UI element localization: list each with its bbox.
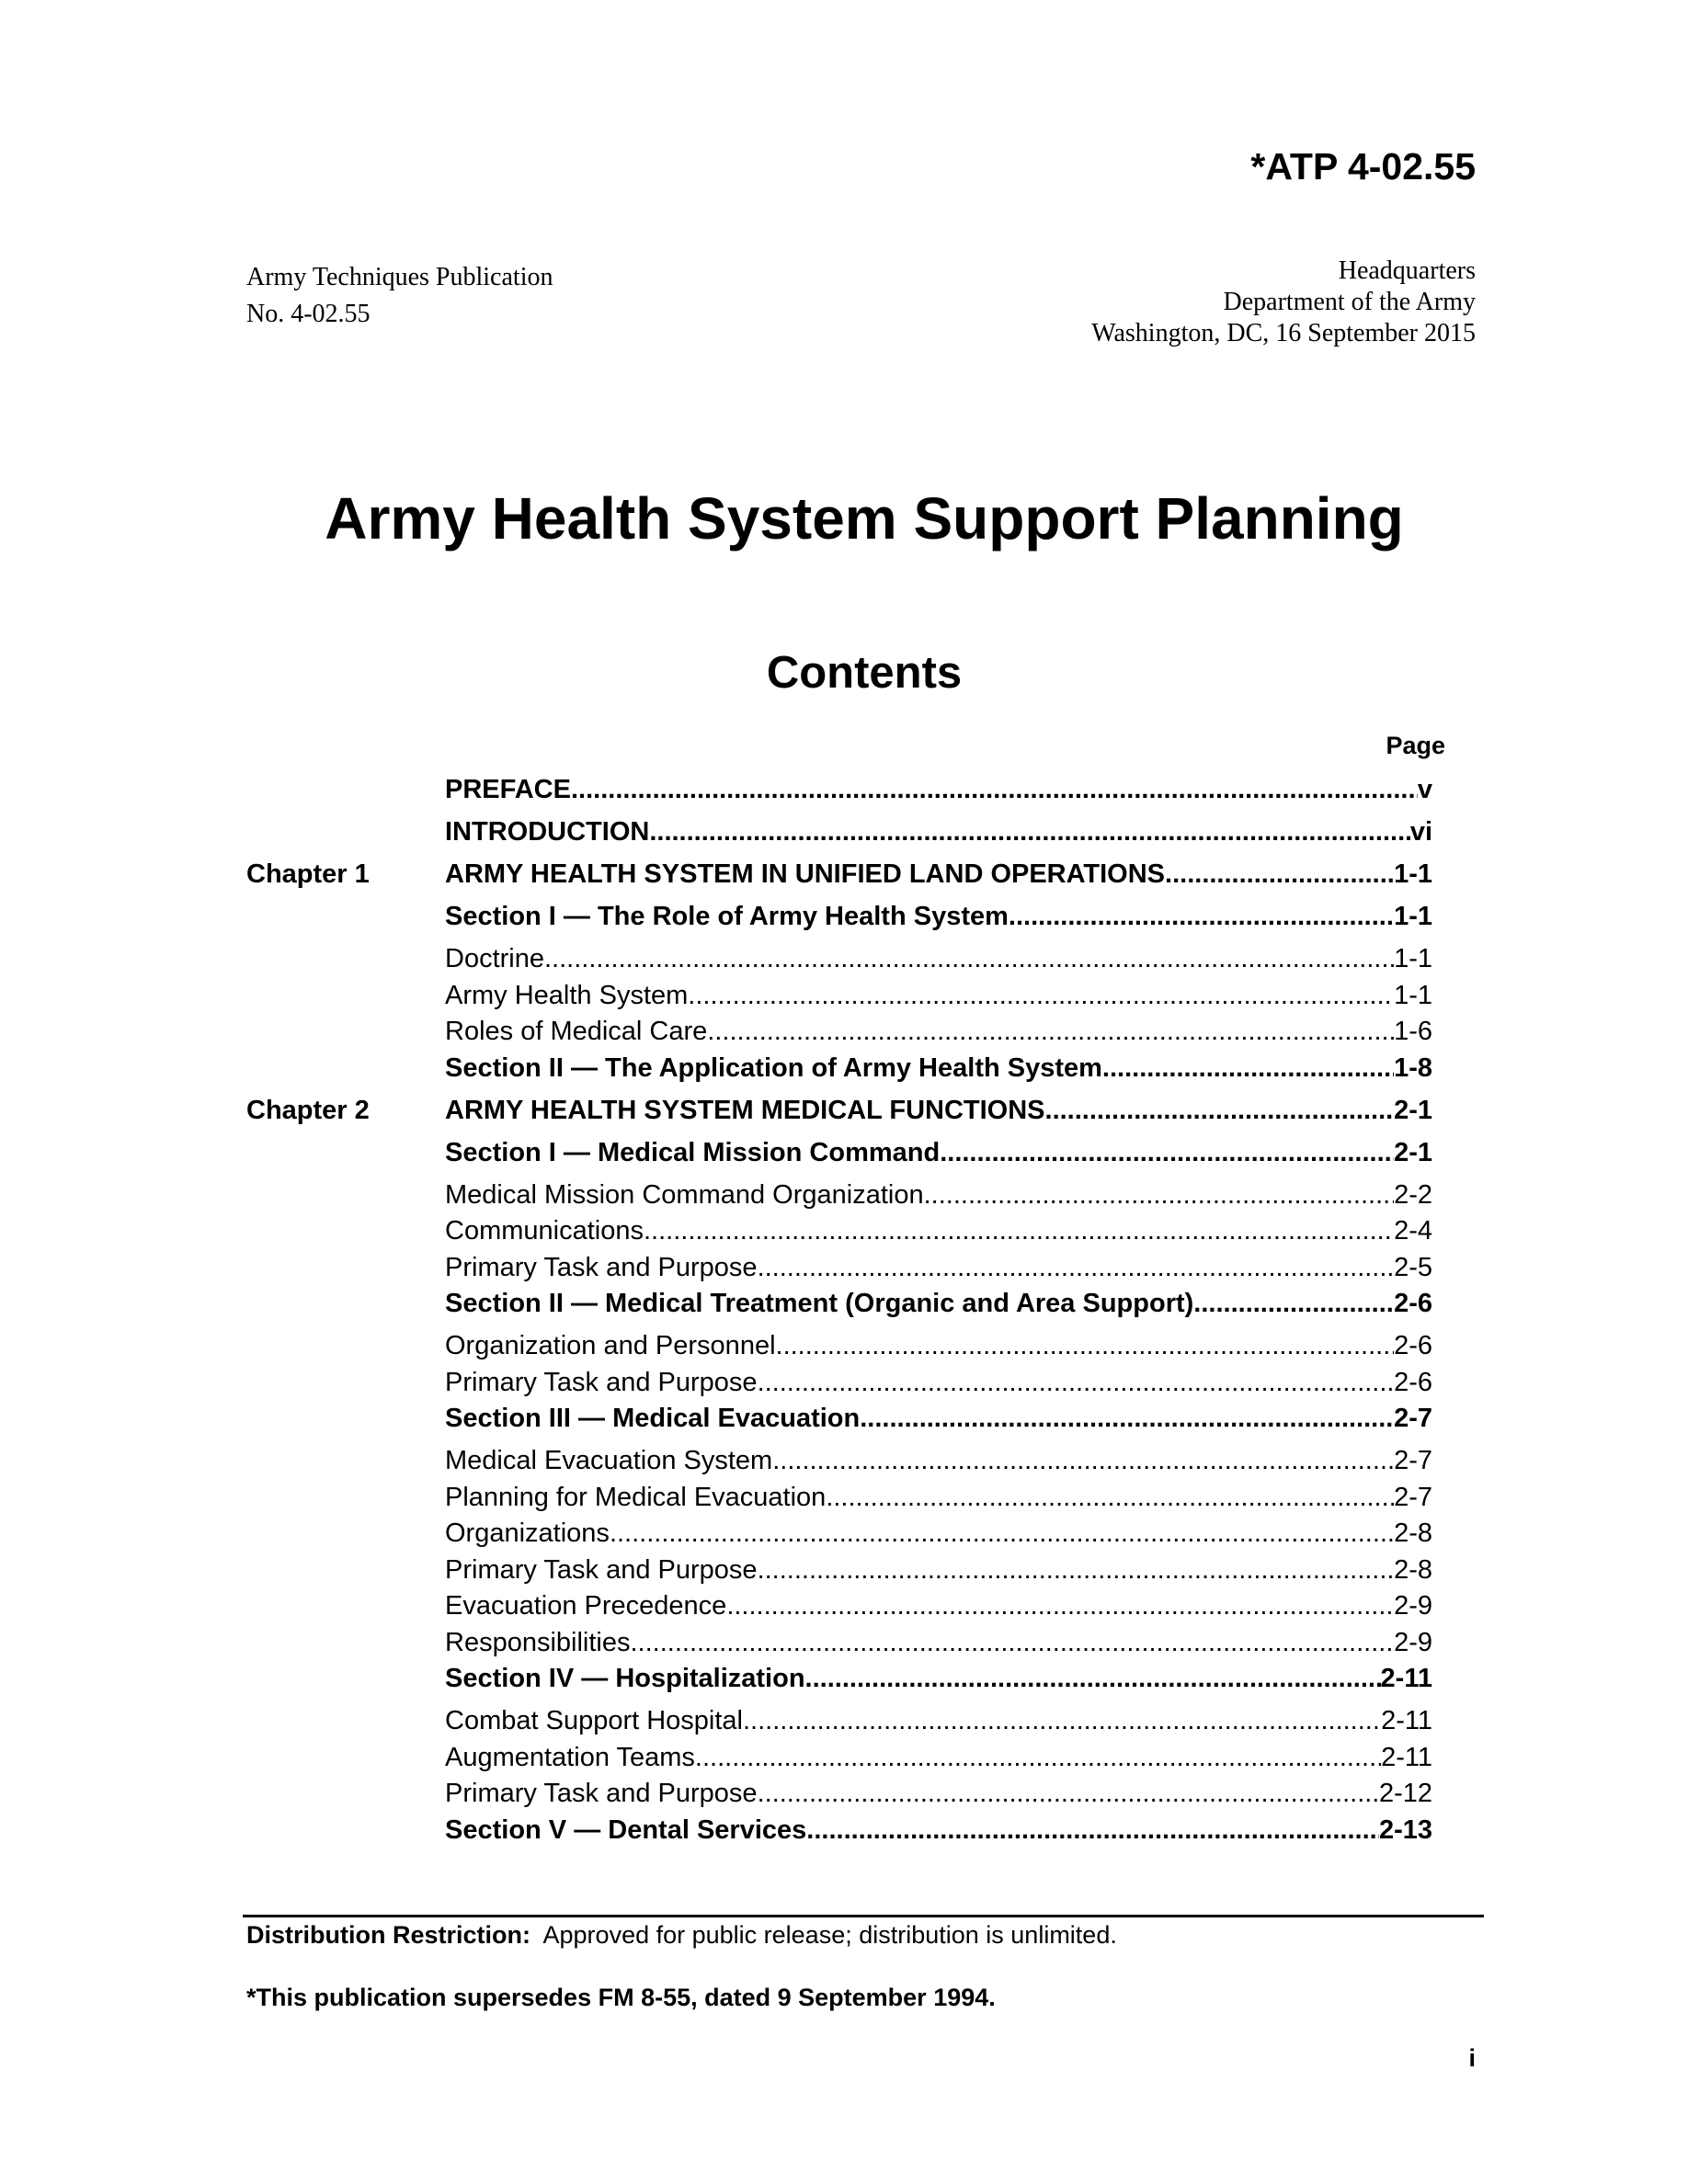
toc-page-number: 2-1 xyxy=(1394,1137,1432,1167)
toc-title[interactable]: Section V — Dental Services xyxy=(445,1814,807,1845)
dot-leader xyxy=(805,1664,1381,1694)
toc-entry xyxy=(445,1779,1432,1809)
toc-entry xyxy=(445,902,1432,932)
dot-leader xyxy=(743,1706,1381,1736)
toc-page-number: 2-6 xyxy=(1394,1289,1432,1318)
toc-row[interactable] xyxy=(246,902,1432,944)
toc-title[interactable]: Primary Task and Purpose xyxy=(445,1554,758,1585)
dot-leader xyxy=(776,1331,1395,1361)
toc-title[interactable]: Section IV — Hospitalization xyxy=(445,1664,805,1693)
location-date: Washington, DC, 16 September 2015 xyxy=(1091,319,1476,347)
toc-row[interactable] xyxy=(246,1289,1432,1331)
toc-entry xyxy=(445,775,1432,805)
toc-entry xyxy=(445,1483,1432,1513)
toc-title[interactable]: Medical Evacuation System xyxy=(445,1446,773,1475)
dot-leader xyxy=(758,1368,1395,1398)
toc-page-number: vi xyxy=(1409,817,1432,847)
toc-entry xyxy=(445,1138,1432,1168)
dot-leader xyxy=(860,1404,1394,1434)
toc-entry xyxy=(445,1331,1432,1361)
toc-title[interactable]: Section II — The Application of Army Health System xyxy=(445,1052,1102,1083)
dot-leader xyxy=(772,1446,1394,1476)
toc-page-number: v xyxy=(1417,775,1432,804)
toc-title[interactable]: Army Health System xyxy=(445,980,689,1010)
toc-page-number: 2-11 xyxy=(1381,1742,1432,1772)
toc-page-number: 2-8 xyxy=(1394,1554,1432,1585)
toc-entry xyxy=(445,1591,1432,1621)
toc-entry xyxy=(445,1664,1432,1694)
dot-leader xyxy=(924,1180,1394,1211)
department-label: Department of the Army xyxy=(1223,288,1476,316)
toc-row[interactable] xyxy=(246,1216,1432,1253)
toc-entry xyxy=(445,1706,1432,1736)
toc-title[interactable]: ARMY HEALTH SYSTEM MEDICAL FUNCTIONS xyxy=(445,1095,1045,1125)
headquarters-info xyxy=(1091,256,1476,349)
toc-row[interactable] xyxy=(246,1368,1432,1405)
toc-title[interactable]: Doctrine xyxy=(445,944,544,973)
toc-row[interactable] xyxy=(246,1446,1432,1483)
distribution-text: Approved for public release; distribution is unlimited. xyxy=(542,1921,1117,1949)
toc-row[interactable] xyxy=(246,981,1432,1018)
dot-leader xyxy=(806,1815,1379,1846)
toc-title[interactable]: Responsibilities xyxy=(445,1627,631,1657)
distribution-restriction xyxy=(246,1921,1117,1950)
toc-row[interactable] xyxy=(246,1664,1432,1706)
toc-row[interactable] xyxy=(246,1253,1432,1290)
toc-page-number: 2-11 xyxy=(1381,1706,1432,1735)
publication-info xyxy=(246,259,553,333)
toc-row[interactable] xyxy=(246,1555,1432,1592)
toc-page-number: 2-12 xyxy=(1378,1779,1432,1808)
page-column-label: Page xyxy=(1386,732,1445,759)
toc-row[interactable] xyxy=(246,1815,1432,1858)
toc-title[interactable]: Evacuation Precedence xyxy=(445,1591,727,1621)
toc-title[interactable]: Primary Task and Purpose xyxy=(445,1779,758,1808)
toc-entry xyxy=(445,1017,1432,1047)
toc-entry xyxy=(445,944,1432,974)
toc-page-number: 1-6 xyxy=(1394,1017,1432,1046)
toc-title[interactable]: Primary Task and Purpose xyxy=(445,1252,758,1282)
toc-page-number: 2-9 xyxy=(1394,1627,1432,1657)
toc-title[interactable]: Combat Support Hospital xyxy=(445,1706,743,1735)
toc-page-number: 2-6 xyxy=(1394,1331,1432,1360)
toc-title[interactable]: Planning for Medical Evacuation xyxy=(445,1482,827,1512)
dot-leader xyxy=(940,1138,1394,1168)
contents-heading: Contents xyxy=(766,648,963,698)
toc-page-number: 2-6 xyxy=(1394,1367,1432,1397)
dot-leader xyxy=(571,775,1418,805)
toc-row[interactable] xyxy=(246,944,1432,981)
toc-page-number: 2-7 xyxy=(1394,1446,1432,1475)
dot-leader xyxy=(695,1743,1381,1773)
toc-row[interactable] xyxy=(246,1404,1432,1446)
toc-title[interactable]: Primary Task and Purpose xyxy=(445,1367,758,1397)
toc-title[interactable]: Section III — Medical Evacuation xyxy=(445,1404,861,1433)
toc-entry xyxy=(445,1180,1432,1211)
toc-entry xyxy=(445,1555,1432,1586)
toc-page-number: 1-1 xyxy=(1394,980,1432,1010)
toc-row[interactable] xyxy=(246,775,1432,817)
toc-title[interactable]: Section I — The Role of Army Health System xyxy=(445,902,1009,931)
toc-entry xyxy=(445,981,1432,1011)
toc-page-number: 2-2 xyxy=(1394,1179,1432,1210)
toc-entry xyxy=(445,1216,1432,1246)
dot-leader xyxy=(826,1483,1394,1513)
dot-leader xyxy=(688,981,1394,1011)
dot-leader xyxy=(758,1555,1395,1586)
toc-page-number: 1-8 xyxy=(1394,1052,1432,1083)
toc-page-number: 2-8 xyxy=(1394,1519,1432,1548)
toc-entry xyxy=(445,1404,1432,1434)
toc-title[interactable]: Roles of Medical Care xyxy=(445,1017,708,1046)
toc-title[interactable]: Organization and Personnel xyxy=(445,1331,776,1360)
toc-title[interactable]: INTRODUCTION xyxy=(445,817,650,847)
toc-chapter-label: Chapter 1 xyxy=(246,859,370,889)
headquarters-label: Headquarters xyxy=(1338,256,1476,285)
toc-title[interactable]: Augmentation Teams xyxy=(445,1742,695,1772)
dot-leader xyxy=(707,1017,1394,1047)
toc-title[interactable]: Organizations xyxy=(445,1519,610,1548)
toc-row[interactable] xyxy=(246,1017,1432,1053)
toc-page-number: 2-5 xyxy=(1394,1252,1432,1282)
toc-title[interactable]: Communications xyxy=(445,1216,644,1246)
toc-page-number: 2-13 xyxy=(1378,1814,1432,1845)
dot-leader xyxy=(649,817,1409,847)
toc-title[interactable]: Section I — Medical Mission Command xyxy=(445,1137,941,1167)
toc-title[interactable]: PREFACE xyxy=(445,775,571,804)
dot-leader xyxy=(758,1779,1379,1809)
toc-row[interactable] xyxy=(246,1779,1432,1815)
toc-row[interactable] xyxy=(246,1519,1432,1555)
toc-entry xyxy=(445,1519,1432,1549)
page-number: i xyxy=(1468,2044,1476,2072)
toc-page-number: 2-11 xyxy=(1380,1664,1432,1693)
toc-title[interactable]: Medical Mission Command Organization xyxy=(445,1179,924,1210)
toc-entry xyxy=(445,1815,1432,1846)
toc-chapter-label: Chapter 2 xyxy=(246,1095,370,1125)
distribution-label: Distribution Restriction: xyxy=(246,1921,530,1949)
toc-entry xyxy=(445,1253,1432,1283)
toc-entry xyxy=(445,1446,1432,1476)
toc-entry xyxy=(445,1743,1432,1773)
dot-leader xyxy=(544,944,1394,974)
toc-row[interactable] xyxy=(246,1483,1432,1519)
toc-entry xyxy=(445,1628,1432,1658)
toc-entry xyxy=(445,1368,1432,1398)
dot-leader xyxy=(644,1216,1394,1246)
toc-page-number: 2-1 xyxy=(1394,1095,1432,1125)
toc-row[interactable] xyxy=(246,1591,1432,1628)
dot-leader xyxy=(726,1591,1394,1621)
dot-leader xyxy=(758,1253,1395,1283)
toc-page-number: 2-7 xyxy=(1394,1482,1432,1512)
publication-number: No. 4-02.55 xyxy=(246,300,371,328)
dot-leader xyxy=(1193,1289,1394,1319)
publication-type: Army Techniques Publication xyxy=(246,263,553,291)
dot-leader xyxy=(610,1519,1394,1549)
toc-entry xyxy=(445,1053,1432,1084)
toc-page-number: 2-7 xyxy=(1394,1404,1432,1433)
toc-row[interactable] xyxy=(246,1138,1432,1180)
toc-row[interactable] xyxy=(246,1053,1432,1096)
toc-title[interactable]: Section II — Medical Treatment (Organic and Area Support) xyxy=(445,1289,1194,1318)
toc-row[interactable] xyxy=(246,1706,1432,1743)
toc-row[interactable] xyxy=(246,859,1432,902)
footer-divider xyxy=(243,1915,1484,1917)
toc-row[interactable] xyxy=(246,1628,1432,1665)
toc-entry xyxy=(445,1289,1432,1319)
toc-page-number: 2-9 xyxy=(1394,1591,1432,1621)
toc-page-number: 1-1 xyxy=(1394,859,1432,889)
toc-page-number: 1-1 xyxy=(1394,902,1432,931)
supersedes-note: *This publication supersedes FM 8-55, dated 9 September 1994. xyxy=(246,1984,996,2011)
table-of-contents xyxy=(246,775,1432,1858)
toc-entry xyxy=(445,1096,1432,1126)
dot-leader xyxy=(1045,1096,1395,1126)
document-title: Army Health System Support Planning xyxy=(325,485,1404,552)
dot-leader xyxy=(1102,1053,1394,1084)
toc-row[interactable] xyxy=(246,817,1432,859)
toc-entry xyxy=(445,817,1432,847)
toc-row[interactable] xyxy=(246,1180,1432,1217)
toc-row[interactable] xyxy=(246,1096,1432,1138)
dot-leader xyxy=(631,1628,1395,1658)
dot-leader xyxy=(1009,902,1394,932)
toc-page-number: 1-1 xyxy=(1394,944,1432,973)
toc-title[interactable]: ARMY HEALTH SYSTEM IN UNIFIED LAND OPERATIONS xyxy=(445,859,1166,889)
toc-entry xyxy=(445,859,1432,890)
toc-page-number: 2-4 xyxy=(1394,1216,1432,1246)
toc-row[interactable] xyxy=(246,1331,1432,1368)
dot-leader xyxy=(1165,859,1394,890)
document-id: *ATP 4-02.55 xyxy=(1250,145,1476,188)
toc-row[interactable] xyxy=(246,1743,1432,1780)
